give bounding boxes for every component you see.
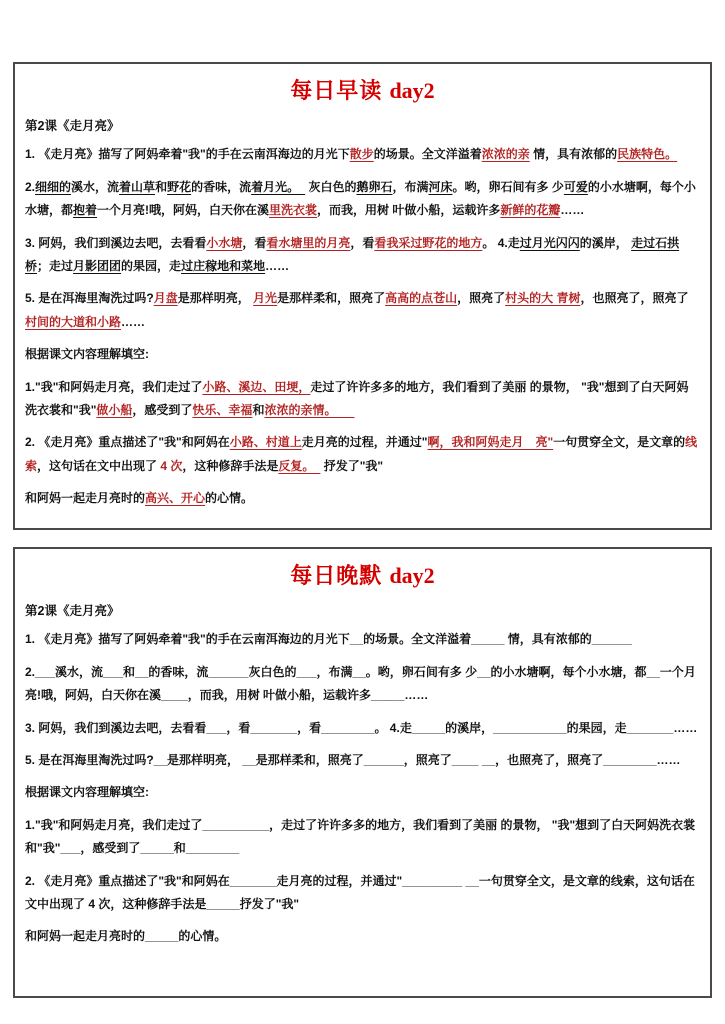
answer-text: 做小船 (96, 402, 133, 417)
text-run: 抒发了"我" (320, 458, 384, 473)
morning-title-day-label: day2 (389, 78, 435, 103)
answer-text: 里洗衣裳 (269, 203, 318, 218)
text-run: 。 4.走 (482, 235, 520, 250)
text-run: 灰白色的 (305, 179, 357, 194)
text-run: 2. (25, 179, 36, 194)
text-run: 和阿妈一起走月亮时的 (25, 491, 146, 506)
text-run: 根据课文内容理解填空: (25, 347, 149, 362)
text-run: 3. 阿妈，我们到溪边去吧，去看看___，看_______，看________。 4.走_____的溪岸，___________的果园，走_______…… (25, 720, 698, 735)
answer-text: 散步 (349, 147, 374, 162)
answer-text: 看我采过野花的地方 (374, 235, 483, 250)
text-run: …… (121, 314, 146, 329)
text-run: …… (560, 203, 585, 218)
text-run: ，而我，用树 叶做小船，运载许多 (317, 203, 501, 218)
text-run: 1."我"和阿妈走月亮，我们走过了 (25, 379, 203, 394)
answer-text: 小水塘 (206, 235, 243, 250)
answer-text: 反复。 (278, 458, 321, 473)
evening-lesson-heading: 第2课《走月亮》 (25, 604, 120, 619)
text-run: 的溪岸， (579, 235, 632, 250)
paragraph (25, 376, 700, 423)
answer-text: 快乐、幸福 (192, 402, 253, 417)
answer-text: 看水塘里的月亮 (266, 235, 351, 250)
text-run: ，照亮了 (457, 291, 506, 306)
text-run: ，布满 (392, 179, 429, 194)
answer-text: 浓浓的亲情。 (264, 402, 355, 417)
text-run: 走过了许许多多的地方，我们看到了美丽 的景物， "我"想到了白天阿妈洗衣裳和"我" (25, 379, 689, 417)
underlined-term: 可爱 (563, 179, 588, 194)
underlined-term: 细细的 (35, 179, 72, 194)
underlined-term: 野花 (167, 179, 192, 194)
paragraph (25, 287, 700, 334)
underlined-term: 鹅卵石 (356, 179, 393, 194)
morning-reading-section (13, 62, 712, 530)
paragraph (25, 431, 700, 478)
morning-title-chinese: 每日早读 (290, 78, 383, 103)
text-run: 的场景。全文洋溢着 (373, 147, 482, 162)
morning-section-title (25, 78, 700, 104)
underlined-term: 着月光。 (251, 179, 306, 194)
text-run: 情，具有浓郁的 (529, 147, 618, 162)
text-run: 和 (155, 179, 168, 194)
text-run: ，这种修辞手法是 (182, 458, 279, 473)
text-run: 1. 《走月亮》描写了阿妈牵着"我"的手在云南洱海边的月光下__的场景。全文洋溢着_____ 情，具有浓郁的______ (25, 632, 632, 647)
paragraph (25, 925, 700, 948)
morning-paragraph-list (25, 143, 700, 510)
text-run: ；走过 (37, 258, 74, 273)
text-run: 一句贯穿全文，是文章的 (553, 435, 686, 450)
text-run: 是那样明亮， (177, 291, 254, 306)
paragraph (25, 143, 700, 166)
paragraph (25, 487, 700, 510)
text-run: 5. 是在洱海里淘洗过吗? (25, 291, 154, 306)
text-run: 2. 《走月亮》重点描述了"我"和阿妈在_______走月亮的过程，并通过"_________ __一句贯穿全文，是文章的线索，这句话在文中出现了 4 次，这种修辞手法是_____抒发了"我" (25, 873, 695, 911)
paragraph (25, 870, 700, 917)
text-run: 根据课文内容理解填空: (25, 785, 149, 800)
evening-paragraph-list (25, 628, 700, 948)
answer-text: 浓浓的亲 (481, 147, 530, 162)
underlined-term: 过月光闪闪 (519, 235, 580, 250)
text-run: ，看 (242, 235, 267, 250)
paragraph (25, 781, 700, 804)
evening-dictation-section (13, 547, 712, 998)
text-run: 和 (252, 402, 265, 417)
text-run: 3. 阿妈，我们到溪边去吧，去看看 (25, 235, 207, 250)
text-run: 1."我"和阿妈走月亮，我们走过了__________，走过了许许多多的地方，我们看到了美丽 的景物， "我"想到了白天阿妈洗衣裳和"我"___，感受到了_____和________ (25, 817, 696, 856)
answer-text: 高高的点苍山 (385, 291, 458, 306)
underlined-term: 河床 (428, 179, 453, 194)
text-run: 2. 《走月亮》重点描述了"我"和阿妈在 (25, 435, 230, 450)
paragraph (25, 176, 700, 223)
underlined-term: 着山草 (119, 179, 156, 194)
paragraph (25, 814, 700, 861)
text-run: 的心情。 (205, 491, 254, 506)
underlined-term: 抱着 (73, 203, 98, 218)
text-run: 的果园，走 (121, 258, 182, 273)
morning-lesson-heading: 第2课《走月亮》 (25, 119, 120, 134)
text-run: 走月亮的过程，并通过" (301, 435, 428, 450)
underlined-term: 过庄稼地和菜地 (181, 258, 266, 273)
paragraph (25, 343, 700, 366)
paragraph (25, 717, 700, 740)
evening-title-day-label: day2 (389, 563, 435, 588)
answer-text: 小路、村道上 (229, 435, 302, 450)
answer-text: 4 次 (160, 458, 183, 473)
text-run: 。哟，卵石间有多 少 (452, 179, 564, 194)
answer-text: 新鲜的花瓣 (500, 203, 561, 218)
answer-text: 民族特色。 (617, 147, 678, 162)
text-run: 和阿妈一起走月亮时的_____的心情。 (25, 929, 227, 944)
answer-text: 高兴、开心 (145, 491, 206, 506)
answer-text: 月盘 (153, 291, 178, 306)
text-run: ，这句话在文中出现了 (37, 458, 161, 473)
answer-text: 小路、溪边、田埂， (202, 379, 311, 394)
answer-text: 啊，我和阿妈走月 亮" (427, 435, 554, 450)
text-run: 是那样柔和，照亮了 (277, 291, 386, 306)
text-run: 1. 《走月亮》描写了阿妈牵着"我"的手在云南洱海边的月光下 (25, 147, 350, 162)
text-run: 一个月亮!哦，阿妈，白天你在溪 (97, 203, 270, 218)
evening-section-title (25, 563, 700, 589)
text-run: 的小水塘啊，每个小水塘，都 (25, 179, 696, 218)
text-run: 5. 是在洱海里淘洗过吗?__是那样明亮， __是那样柔和，照亮了______，照亮了____ __，也照亮了，照亮了________…… (25, 752, 681, 767)
paragraph (25, 749, 700, 772)
answer-text: 月光 (253, 291, 278, 306)
paragraph (25, 628, 700, 651)
evening-title-chinese: 每日晚默 (290, 563, 383, 588)
underlined-term: 月影团团 (73, 258, 122, 273)
answer-text: 村头的大 青树 (505, 291, 581, 306)
paragraph (25, 661, 700, 708)
paragraph (25, 232, 700, 279)
text-run: 溪水，流 (71, 179, 120, 194)
text-run: 2.___溪水，流___和__的香味，流______灰白色的___，布满__。哟，卵石间有多 少__的小水塘啊，每个小水塘，都__一个月亮!哦，阿妈，白天你在溪____，而我，用树 叶做小船，运载许多_____…… (25, 664, 696, 703)
text-run: ，看 (350, 235, 375, 250)
underlined-term: 走过石拱桥 (25, 235, 680, 273)
text-run: …… (265, 258, 290, 273)
answer-text: 村间的大道和小路 (25, 314, 122, 329)
text-run: ，感受到了 (132, 402, 193, 417)
text-run: 的香味，流 (191, 179, 252, 194)
text-run: ，也照亮了，照亮了 (580, 291, 689, 306)
answer-text: 线索 (25, 435, 698, 473)
